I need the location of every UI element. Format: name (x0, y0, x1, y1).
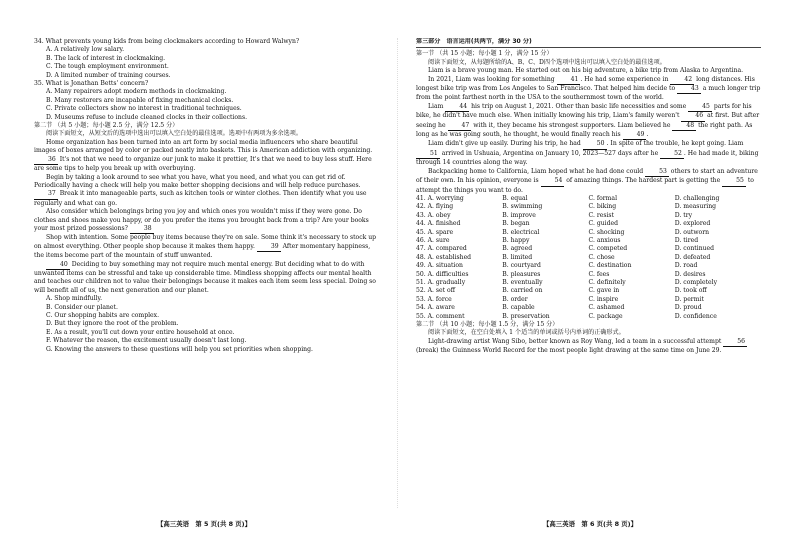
cloze-option: D. challenging (674, 194, 720, 202)
passage-paragraph-1 (34, 139, 379, 174)
cloze-option: C. competed (588, 245, 628, 253)
choice-g: G. Knowing the answers to these questions will help you set priorities when shopping. (46, 345, 313, 353)
choice-a: A. Shop mindfully. (46, 295, 103, 303)
cloze-option: C. gave in (588, 287, 620, 295)
p4-text-a: Liam didn't give up easily. During his trip, he had (428, 140, 581, 148)
grammar-paragraph-1 (416, 338, 761, 356)
cloze-option-row (416, 195, 761, 203)
cloze-option: B. pleasures (502, 270, 541, 278)
cloze-option-row (416, 229, 761, 237)
cloze-option: C. shocking (588, 228, 625, 236)
cloze-paragraph-4 (416, 140, 761, 167)
p4-text-c: arrived in Ushuaia, Argentina on January 10, 2023—527 days after he (441, 149, 659, 157)
cloze-option: 46. A. sure (416, 236, 450, 244)
cloze-option-row (416, 279, 761, 287)
para1-text-a: Home organization has been turned into an art form by social media influencers who share beautiful images of boxes arranged by color or packed neatly into baskets. This is American addiction with organizing. (34, 138, 373, 155)
cloze-option-row (416, 262, 761, 270)
cloze-option: C. inspire (588, 295, 619, 303)
blank-39[interactable]: 39 (257, 243, 281, 252)
cloze-option: 44. A. finished (416, 220, 461, 228)
cloze-option-row (416, 287, 761, 295)
cloze-option: D. outworn (674, 228, 710, 236)
q34-option-d: D. A limited number of training courses. (46, 71, 171, 79)
p3-text-e: with it, they became his strongest supporters. Liam believed he (473, 121, 671, 129)
cloze-option: B. courtyard (502, 262, 541, 270)
para4-text-b: After momentary happiness, the items become part of the mountain of stuff unwanted. (34, 242, 371, 260)
para2-text-b: Break it into manageable parts, such as kitchen tools or winter clothes. Then identify what you use regularly and what can go. (34, 190, 367, 207)
p5-text-c: of amazing things. The hardest part is getting the (566, 177, 721, 185)
cloze-option: 53. A. force (416, 295, 452, 303)
cloze-option: 54. A. aware (416, 304, 455, 312)
blank-38[interactable]: 38 (130, 225, 154, 234)
cloze-option-row (416, 203, 761, 211)
blank-45[interactable]: 45 (688, 103, 712, 112)
cloze-option: D. measuring (674, 203, 717, 211)
cloze-option: 45. A. spare (416, 228, 454, 236)
blank-46[interactable]: 46 (681, 112, 705, 121)
blank-42[interactable]: 42 (670, 76, 694, 85)
para1-text-b: It's not that we need to organize our junk to make it prettier, It's that we need to buy less stuff. Here are some tips to help you break up with overbuying. (34, 155, 372, 173)
cloze-option: 43. A. obey (416, 211, 451, 219)
part3-title: 第三部分 语言运用(共两节，满分 30 分) (416, 38, 532, 45)
cloze-option: 51. A. gradually (416, 278, 466, 286)
p2-text-d: a much longer trip from the point farthest north in the USA to the southernmost town of the world. (416, 85, 761, 102)
section2-title: 第二节 （共 5 小题；每小题 2.5 分，满分 12.5 分） (34, 122, 179, 130)
cloze-option: 55. A. comment (416, 312, 465, 320)
q35-option-c: C. Private collectors show no interest in traditional techniques. (46, 105, 242, 113)
passage-paragraph-4 (34, 234, 379, 260)
page-left (34, 38, 379, 508)
p2-text-b: . He had some experience in (580, 75, 669, 83)
cloze-option: 47. A. compared (416, 245, 467, 253)
p3-text-d: at first. But after seeing he (416, 112, 760, 129)
cloze-option: C. fees (588, 270, 610, 278)
cloze-option: B. swimming (502, 203, 543, 211)
cloze-option: B. improve (502, 211, 536, 219)
blank-51[interactable]: 51 (416, 150, 440, 159)
p5-text-b: others to start an adventure of their own. In his opinion, everyone is (416, 167, 758, 185)
para4-text-a: Shop with intention. Some people buy items because they're on sale. Some think it's necessary to stock up on almost everything. Other people shop because it makes them happy. (34, 234, 377, 250)
blank-41[interactable]: 41 (557, 76, 581, 85)
cloze-option: B. eventually (502, 278, 543, 286)
cloze-option: B. began (502, 220, 530, 228)
cloze-options-table (416, 195, 761, 321)
cloze-option: C. destination (588, 262, 632, 270)
blank-47[interactable]: 47 (448, 122, 472, 131)
p3-text-b: his trip on August 1, 2021. Other than basic life necessities and some (471, 102, 687, 110)
cloze-option: C. ashamed (588, 304, 625, 312)
cloze-option: D. took off (674, 287, 707, 295)
p4-text-d: . He had made it, biking through 14 countries along the way. (416, 149, 759, 167)
cloze-option: B. order (502, 295, 528, 303)
cloze-option: D. completely (674, 278, 718, 286)
blank-36[interactable]: 36 (34, 156, 58, 165)
p3-text-f: the right path. As long as he was going south, he thought, he would finally reach his (416, 121, 753, 139)
section1-instruction: 阅读下面短文，从每题所给的A、B、C、D四个选项中选出可以填入空白处的最佳选项。 (428, 58, 666, 66)
cloze-option-row (416, 304, 761, 312)
cloze-option: C. formal (588, 194, 618, 202)
q35-option-b: B. Many restorers are incapable of fixing mechanical clocks. (46, 96, 234, 104)
cloze-option-row (416, 220, 761, 228)
blank-49[interactable]: 49 (623, 131, 647, 140)
choice-d: D. But they ignore the root of the problem. (46, 320, 179, 328)
q35-option-a: A. Many repairers adopt modern methods in clockmaking. (46, 88, 227, 96)
passage-paragraph-2 (34, 174, 379, 209)
cloze-paragraph-2 (416, 76, 761, 103)
cloze-option: D. defeated (674, 253, 711, 261)
blank-48[interactable]: 48 (672, 122, 696, 131)
question-34-stem: 34. What prevents young kids from being clockmakers according to Howard Walwyn? (34, 38, 300, 45)
cloze-option: 50. A. difficulties (416, 270, 469, 278)
cloze-option: D. confidence (674, 312, 717, 320)
cloze-option: B. preservation (502, 312, 550, 320)
cloze-option: 52. A. set off (416, 287, 456, 295)
para3-text-a: Also consider which belongings bring you joy and which ones you wouldn't miss if they were gone. Do clothes and shoes make you happy, or do you prefer the items you brought back from a trip? Are your books your most prized possessions? (34, 208, 369, 232)
cloze-option: B. limited (502, 253, 533, 261)
cloze-option: D. proud (674, 304, 702, 312)
blank-40[interactable]: 40 (46, 261, 70, 270)
p2-text-a: In 2021, Liam was looking for something (428, 75, 555, 83)
cloze-option: C. package (588, 312, 623, 320)
p6-text-a: Light-drawing artist Wang Sibo, better known as Roy Wang, led a team in a successful attempt (428, 337, 722, 345)
cloze-option: C. biking (588, 203, 617, 211)
q35-option-d: D. Museums refuse to include cleaned clocks in their collections. (46, 113, 248, 121)
blank-37[interactable]: 37 (34, 190, 58, 199)
p5-text-d: to attempt the things you want to do. (416, 177, 754, 194)
cloze-option: D. explored (674, 220, 711, 228)
cloze-option-row (416, 254, 761, 262)
section2-instruction: 阅读下面短文，从短文后的选项中选出可以填入空白处的最佳选项。选项中有两项为多余选项。 (46, 130, 302, 138)
cloze-option: B. capable (502, 304, 535, 312)
section2-title-right: 第二节 （共 10 小题；每小题 1.5 分，满分 15 分） (416, 321, 559, 328)
cloze-option: B. agreed (502, 245, 533, 253)
p3-text-c: parts for his bike, he didn't have much else. When initially knowing his trip, Liam's family weren't (416, 102, 752, 120)
passage-paragraph-5 (34, 261, 379, 296)
cloze-option-row (416, 313, 761, 321)
page-divider (397, 38, 398, 508)
cloze-option: 48. A. established (416, 253, 472, 261)
cloze-option: D. continued (674, 245, 715, 253)
cloze-option: C. guided (588, 220, 619, 228)
cloze-option: D. desires (674, 270, 706, 278)
page-right (416, 38, 761, 508)
cloze-option: 49. A. situation (416, 262, 463, 270)
cloze-option-row (416, 245, 761, 253)
cloze-option: D. try (674, 211, 693, 219)
cloze-option-row (416, 271, 761, 279)
cloze-paragraph-5 (416, 168, 761, 195)
blank-52[interactable]: 52 (660, 150, 684, 159)
blank-55[interactable]: 55 (722, 177, 746, 186)
choice-b: B. Consider our planet. (46, 303, 118, 311)
cloze-option: C. chose (588, 253, 615, 261)
blank-50[interactable]: 50 (583, 140, 607, 149)
cloze-option: D. road (674, 262, 698, 270)
cloze-option: D. permit (674, 295, 704, 303)
para5-text: Deciding to buy something may not require much mental energy. But deciding what to do with unwanted items can be stressful and take up considerable time. Mindless shopping affects our mental health and teaches our children not to value their belongings because it makes each item seem less special. Doing so will benefit all of us, the next generation and our planet. (34, 260, 376, 294)
p2-text-c: long distances. His longest bike trip was from Los Angeles to San Francisco. That helped him decide to (416, 75, 755, 93)
choice-e: E. As a result, you'll cut down your entire household at once. (46, 328, 235, 336)
blank-43[interactable]: 43 (677, 85, 701, 94)
cloze-option: C. resist (588, 211, 614, 219)
cloze-option: B. happy (502, 236, 530, 244)
footer-page-5: 【高三英语 第 5 页(共 8 页)】 (157, 520, 251, 528)
cloze-option-row (416, 237, 761, 245)
p3-text-g: . (646, 131, 649, 139)
choice-c: C. Our shopping habits are complex. (46, 312, 160, 319)
para2-text-a: Begin by taking a look around to see what you have, what you need, and what you can get rid of. Periodically having a check will help you make better shopping decisions and will help reduce purchases. (34, 173, 361, 189)
cloze-option: B. electrical (502, 228, 540, 236)
blank-53[interactable]: 53 (645, 168, 669, 177)
cloze-option: C. anxious (588, 236, 621, 244)
cloze-option: 42. A. flying (416, 203, 454, 211)
question-35-stem: 35. What is Jonathan Betts' concern? (34, 80, 149, 88)
q34-option-a: A. A relatively low salary. (46, 46, 125, 54)
blank-56[interactable]: 56 (723, 338, 747, 347)
title-rule (416, 47, 761, 48)
cloze-option: C. definitely (588, 278, 626, 286)
cloze-option: B. carried on (502, 287, 543, 295)
q34-option-b: B. The lack of interest in clockmaking. (46, 54, 166, 62)
section1-title: 第一节 （共 15 小题；每小题 1 分，满分 15 分） (416, 50, 553, 58)
cloze-paragraph-1: Liam is a brave young man. He started out on his big adventure, a bike trip from Alaska to Argentina. (428, 67, 744, 75)
cloze-paragraph-3 (416, 103, 761, 141)
choice-f: F. Whatever the reason, the excitement usually doesn't last long. (46, 337, 247, 345)
cloze-option: B. equal (502, 194, 528, 202)
blank-44[interactable]: 44 (445, 103, 469, 112)
passage-paragraph-3 (34, 208, 379, 234)
footer-page-6: 【高三英语 第 6 页(共 8 页)】 (543, 520, 637, 528)
cloze-option-row (416, 296, 761, 304)
cloze-option-row (416, 212, 761, 220)
p6-text-b: (break) the Guinness World Record for the most people light drawing at the same time on June 29. (416, 347, 722, 355)
p3-text-a: Liam (428, 102, 444, 110)
q34-option-c: C. The tough employment environment. (46, 63, 169, 71)
p4-text-b: . In spite of the trouble, he kept going. Liam (606, 140, 744, 148)
p5-text-a: Backpacking home to California, Liam hoped what he had done could (428, 167, 644, 175)
section2-instruction-right: 阅读下面短文，在空白处填入 1 个适当的单词或括号内单词的正确形式。 (428, 329, 625, 337)
blank-54[interactable]: 54 (541, 177, 565, 186)
cloze-option: 41. A. worrying (416, 194, 464, 202)
cloze-option: D. tired (674, 236, 699, 244)
